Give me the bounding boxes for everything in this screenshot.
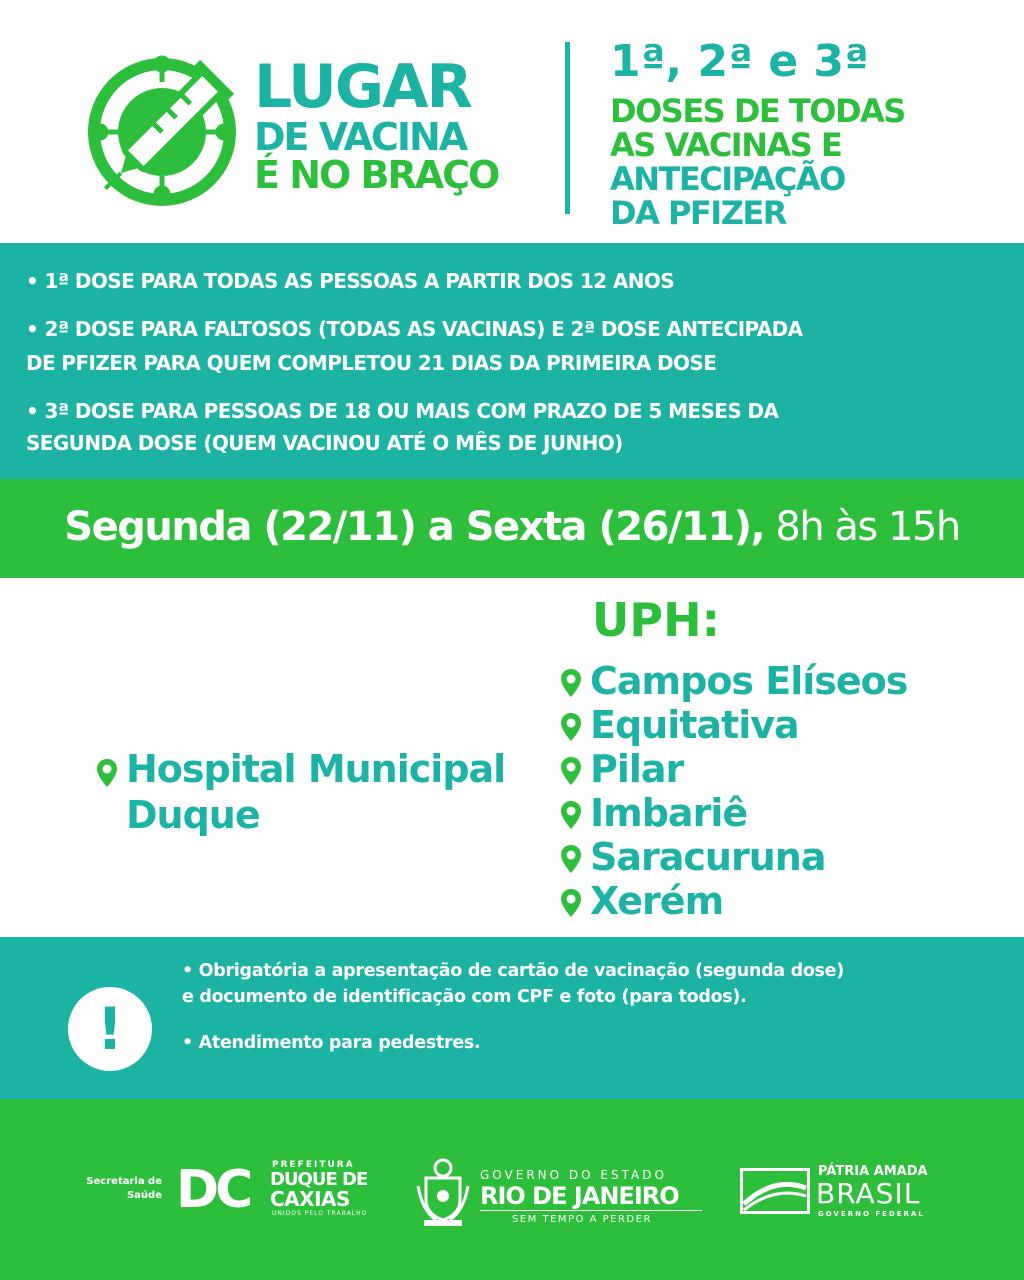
notice-line-2: e documento de identificação com CPF e foto (para todos). [182, 987, 747, 1007]
doses-subtitle-line-2: AS VACINAS E [610, 126, 842, 164]
location-pin-icon [96, 758, 118, 788]
doses-subtitle-line-4: DA PFIZER [610, 194, 786, 232]
location-pin-icon [560, 888, 582, 918]
syringe-virus-logo-icon [82, 52, 242, 212]
doses-title: 1ª, 2ª e 3ª [610, 36, 869, 87]
caxias-prefeitura: PREFEITURA [272, 1160, 355, 1170]
caxias-name-2: CAXIAS [270, 1187, 350, 1211]
brasil-flag-logo-icon [740, 1168, 810, 1214]
uph-item: Pilar [590, 747, 684, 791]
doses-subtitle-line-3: ANTECIPAÇÃO [610, 160, 845, 198]
brasil-motto: PÁTRIA AMADA [818, 1164, 928, 1179]
hospital-name-line-1: Hospital Municipal [126, 747, 506, 791]
location-pin-icon [560, 756, 582, 786]
header-divider [565, 42, 570, 214]
notice-line-1: • Obrigatória a apresentação de cartão de vacinação (segunda dose) [182, 961, 844, 981]
uph-item: Campos Elíseos [590, 659, 908, 703]
uph-item: Saracuruna [590, 835, 826, 879]
rj-government-label: GOVERNO DO ESTADO [480, 1168, 667, 1182]
location-pin-icon [560, 800, 582, 830]
eligibility-line-5: SEGUNDA DOSE (QUEM VACINOU ATÉ O MÊS DE JUNHO) [26, 431, 623, 455]
caxias-motto: UNIDOS PELO TRABALHO [272, 1210, 368, 1217]
uph-title: UPH: [592, 593, 720, 647]
uph-item: Equitativa [590, 703, 799, 747]
uph-item: Xerém [590, 879, 724, 923]
secretaria-label-1: Secretaria de [86, 1176, 162, 1187]
location-pin-icon [560, 712, 582, 742]
caxias-name-1: DUQUE DE [270, 1169, 368, 1190]
schedule-days: Segunda (22/11) a Sexta (26/11), [64, 504, 765, 550]
duque-de-caxias-dc-logo: DC [176, 1160, 250, 1220]
eligibility-line-2: • 2ª DOSE PARA FALTOSOS (TODAS AS VACINAS) E 2ª DOSE ANTECIPADA [26, 317, 803, 341]
logo-line-2: DE VACINA [254, 115, 467, 159]
notice-line-3: • Atendimento para pedestres. [182, 1033, 481, 1053]
uph-item: Imbariê [590, 791, 748, 835]
rj-motto: SEM TEMPO A PERDER [512, 1214, 652, 1225]
location-pin-icon [560, 844, 582, 874]
rj-state-name: RIO DE JANEIRO [480, 1182, 679, 1210]
brasil-federal-label: GOVERNO FEDERAL [818, 1210, 925, 1218]
logo-line-1: LUGAR [254, 52, 471, 122]
brasil-name: BRASIL [816, 1177, 921, 1210]
eligibility-line-4: • 3ª DOSE PARA PESSOAS DE 18 OU MAIS COM PRAZO DE 5 MESES DA [26, 399, 779, 423]
doses-subtitle-line-1: DOSES DE TODAS [610, 92, 905, 130]
location-pin-icon [560, 668, 582, 698]
eligibility-line-1: • 1ª DOSE PARA TODAS AS PESSOAS A PARTIR DOS 12 ANOS [26, 269, 675, 293]
schedule-hours: 8h às 15h [764, 504, 960, 550]
eligibility-line-3: DE PFIZER PARA QUEM COMPLETOU 21 DIAS DA PRIMEIRA DOSE [26, 351, 717, 375]
hospital-name-line-2: Duque [126, 793, 260, 837]
rj-underline [480, 1210, 702, 1211]
rio-de-janeiro-coat-of-arms-icon [414, 1156, 472, 1228]
secretaria-label-2: Saúde [126, 1190, 162, 1201]
exclamation-icon: ! [96, 995, 124, 1063]
logo-line-3: É NO BRAÇO [254, 153, 499, 197]
schedule-text [0, 500, 1024, 554]
